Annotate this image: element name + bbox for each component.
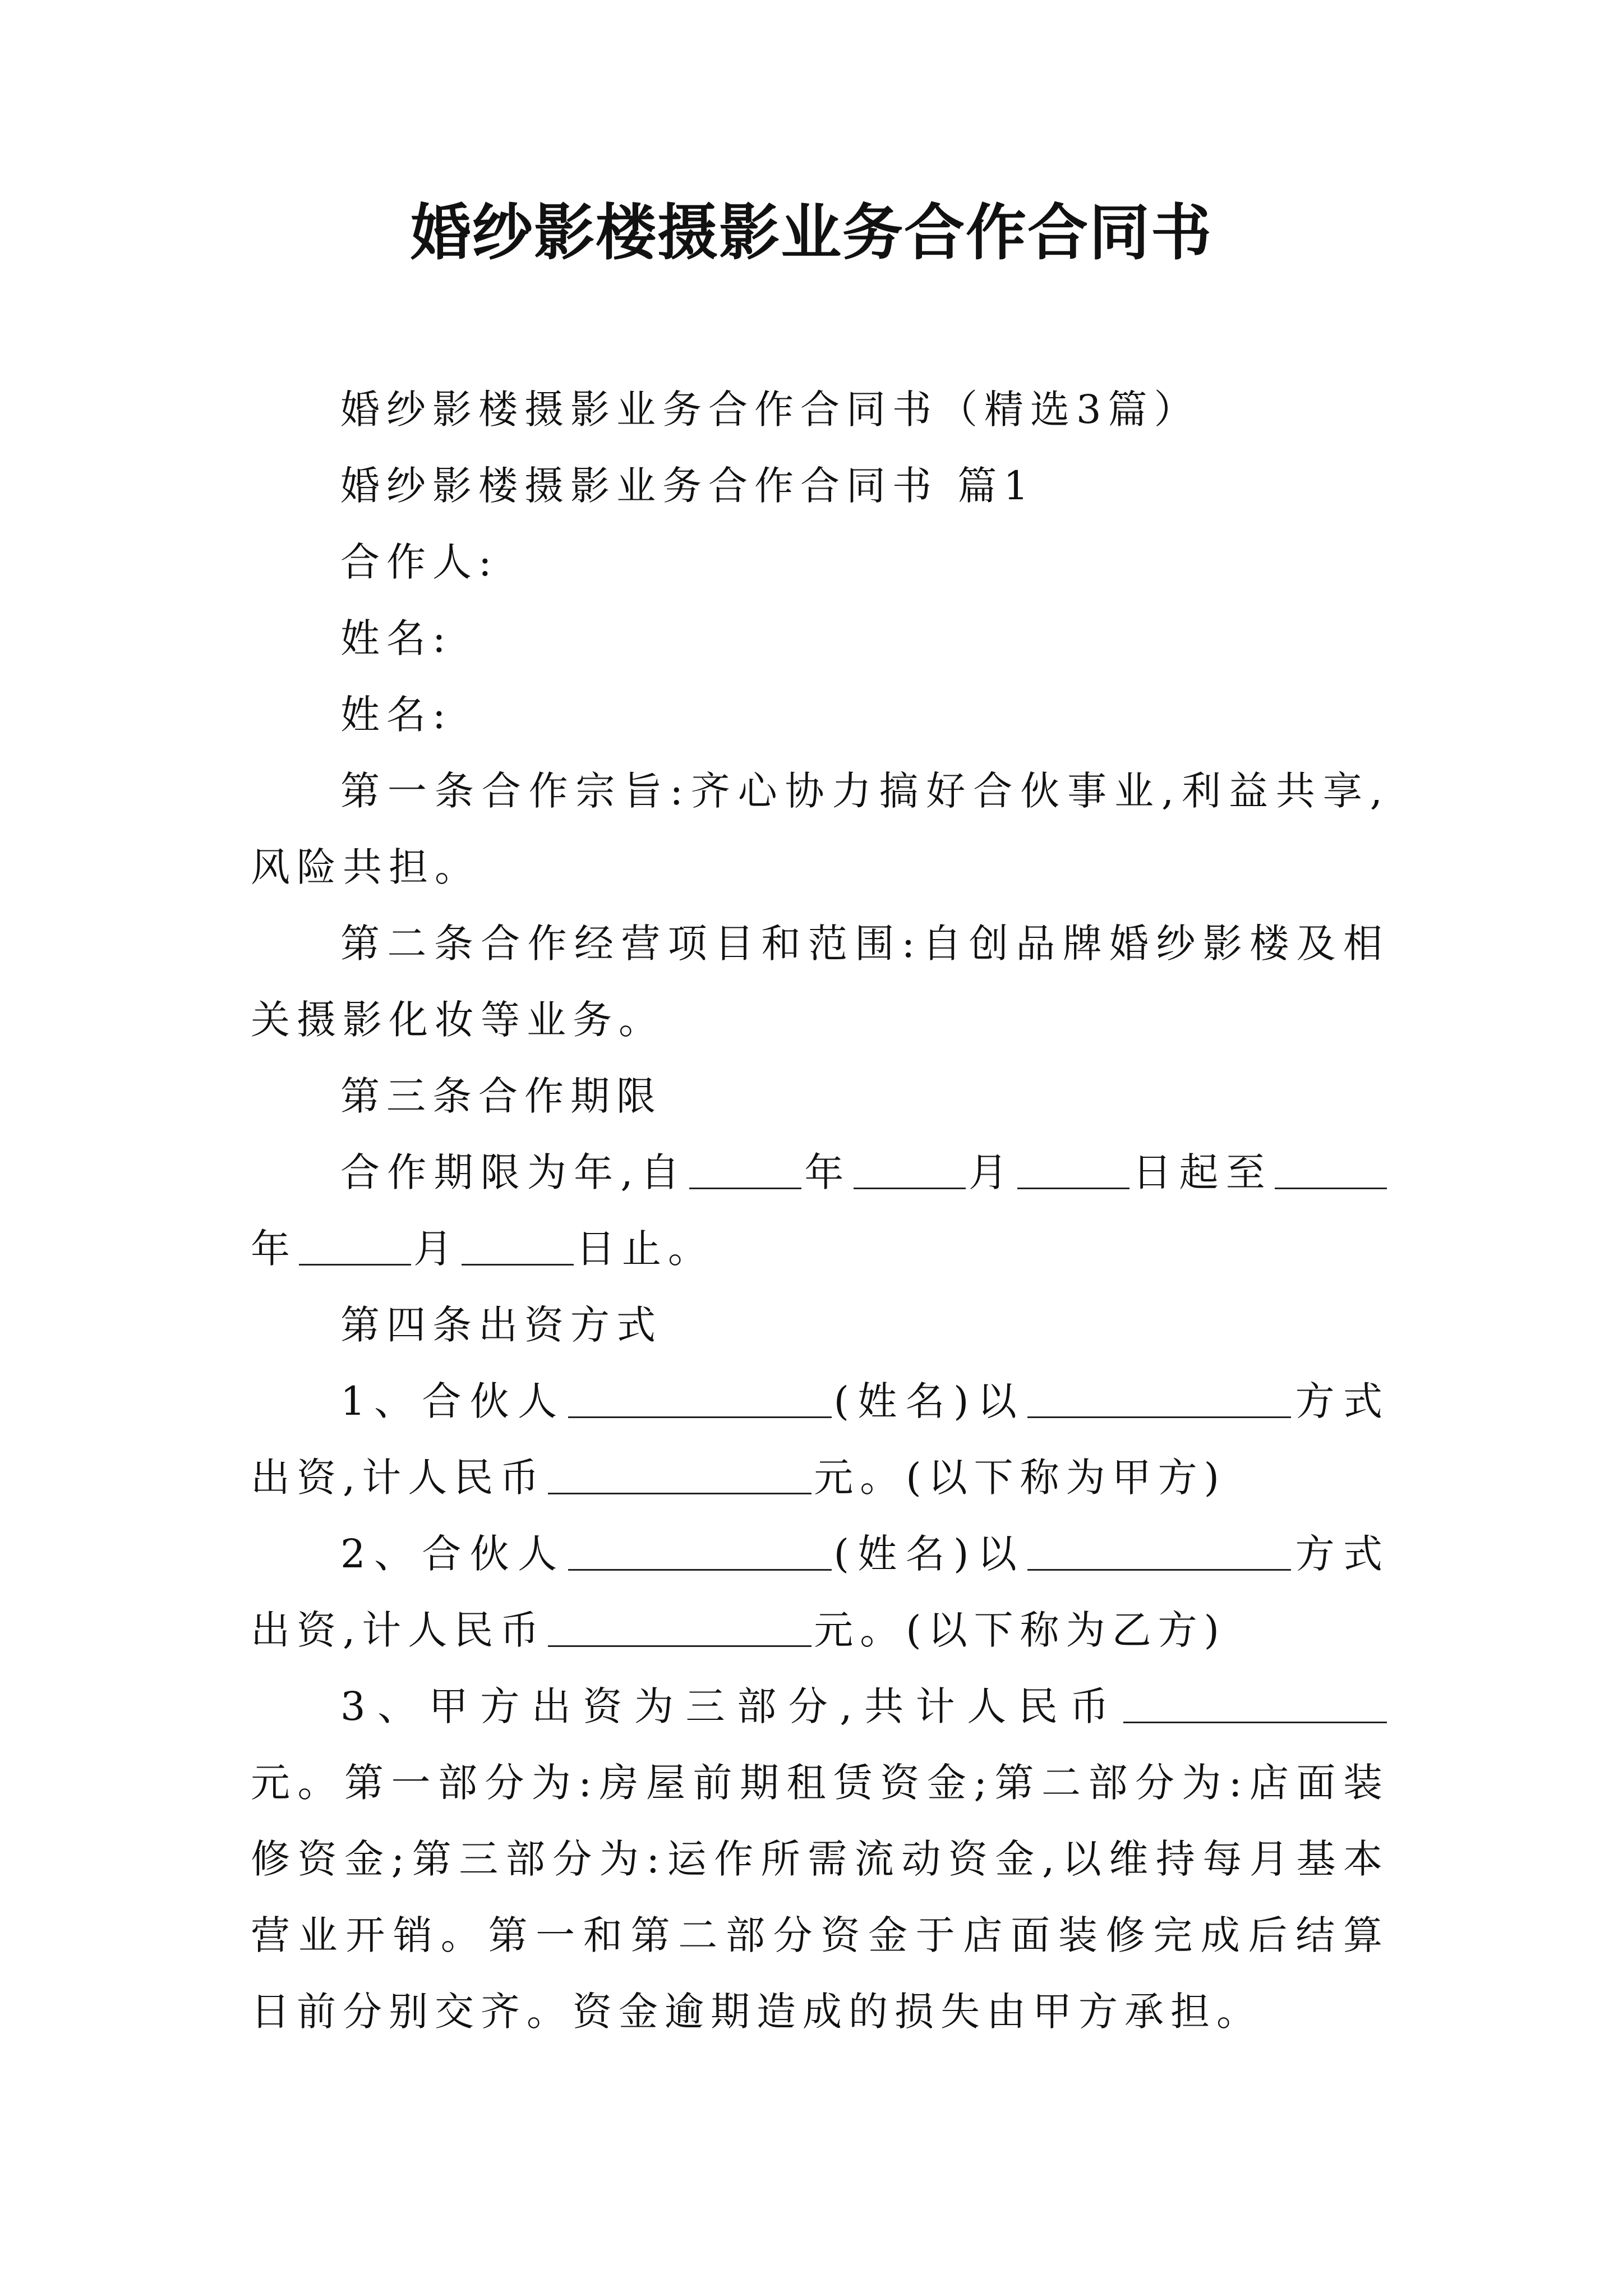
clause-2-part: 方式出资,计人民币 bbox=[251, 1531, 1390, 1653]
section-heading: 婚纱影楼摄影业务合作合同书 篇1 bbox=[340, 463, 1035, 509]
clause-1 bbox=[251, 1363, 1389, 1516]
blank-line bbox=[1027, 1529, 1291, 1571]
document-subtitle: 婚纱影楼摄影业务合作合同书（精选3篇） bbox=[340, 386, 1200, 432]
name-label-1: 姓名: bbox=[340, 615, 453, 661]
blank-line bbox=[548, 1605, 811, 1647]
blank-line bbox=[462, 1223, 574, 1266]
article-3-text-part: 月 bbox=[413, 1226, 459, 1272]
clause-3-part: 元。第一部分为:房屋前期租赁资金;第二部分为:店面装修资金;第三部分为:运作所需流动资金,以维持每月基本营业开销。第一和第二部分资金于店面装修完成后结算日前分别交齐。资金逾期造成的损失由甲方承担。 bbox=[251, 1760, 1389, 2035]
cooperators-label: 合作人: bbox=[340, 539, 499, 585]
article-3-text-part: 合作期限为年,自 bbox=[340, 1149, 688, 1195]
article-3-text-part: 年 bbox=[251, 1226, 297, 1272]
clause-1-part: (姓名)以 bbox=[833, 1378, 1026, 1424]
blank-line bbox=[568, 1376, 832, 1418]
clause-1-part: 方式出资,计人民币 bbox=[251, 1378, 1390, 1501]
blank-line bbox=[689, 1147, 801, 1189]
article-2: 第二条合作经营项目和范围:自创品牌婚纱影楼及相关摄影化妆等业务。 bbox=[251, 921, 1389, 1043]
blank-line bbox=[854, 1147, 966, 1189]
article-3-heading: 第三条合作期限 bbox=[340, 1073, 662, 1119]
clause-2-part: 元。(以下称为乙方) bbox=[814, 1607, 1226, 1653]
clause-1-part: 1、合伙人 bbox=[340, 1378, 566, 1424]
blank-line bbox=[1017, 1147, 1129, 1189]
article-3-text-part: 日起至 bbox=[1132, 1149, 1272, 1195]
article-3-text-part: 月 bbox=[967, 1149, 1016, 1195]
article-4-heading: 第四条出资方式 bbox=[340, 1302, 662, 1348]
article-3-text bbox=[251, 1134, 1389, 1287]
blank-line bbox=[568, 1529, 832, 1571]
article-3-text-part: 年 bbox=[804, 1149, 851, 1195]
clause-2-part: (姓名)以 bbox=[833, 1531, 1026, 1577]
clause-1-part: 元。(以下称为甲方) bbox=[814, 1455, 1226, 1501]
blank-line bbox=[1275, 1147, 1387, 1189]
article-3-text-part: 日止。 bbox=[576, 1226, 714, 1272]
document-title: 婚纱影楼摄影业务合作合同书 bbox=[410, 197, 1212, 268]
blank-line bbox=[299, 1223, 411, 1266]
blank-line bbox=[1123, 1681, 1387, 1723]
clause-2-part: 2、合伙人 bbox=[340, 1531, 566, 1577]
clause-3 bbox=[251, 1668, 1389, 2050]
clause-2 bbox=[251, 1516, 1389, 1668]
name-label-2: 姓名: bbox=[340, 692, 453, 738]
document-body bbox=[251, 371, 1389, 2050]
clause-3-part: 3、甲方出资为三部分,共计人民币 bbox=[340, 1683, 1121, 1729]
blank-line bbox=[1027, 1376, 1291, 1418]
blank-line bbox=[548, 1452, 811, 1494]
article-1: 第一条合作宗旨:齐心协力搞好合伙事业,利益共享,风险共担。 bbox=[251, 768, 1389, 890]
